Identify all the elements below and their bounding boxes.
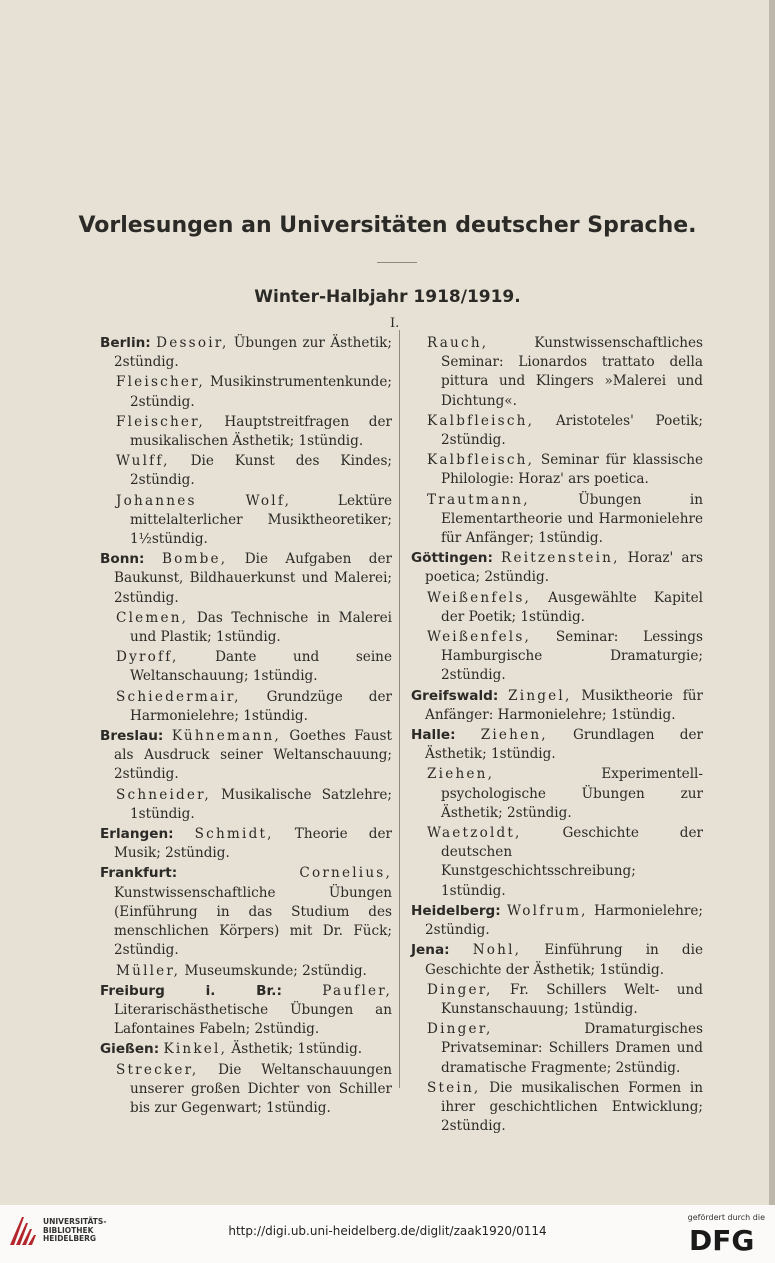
course-description: Musikinstrumentenkunde; 2stündig. — [130, 374, 392, 410]
course-description: Übungen in Elementartheorie und Harmonielehre für Anfänger; 1stündig. — [441, 491, 704, 547]
lecture-text — [425, 451, 703, 489]
lecturer-name: Kalbfleisch, — [427, 452, 535, 469]
lecturer-name: Waetzoldt, — [427, 825, 522, 842]
page-subtitle: Winter-Halbjahr 1918/1919. — [254, 287, 521, 307]
funding-note: gefördert durch die — [687, 1213, 765, 1222]
lecture-text — [100, 334, 392, 372]
university-city: Gießen: — [100, 1041, 160, 1058]
lecture-text — [425, 981, 703, 1019]
lecture-text — [100, 982, 392, 1040]
column-divider — [399, 330, 400, 1088]
lecture-text — [100, 825, 392, 863]
lecture-text — [114, 609, 392, 647]
lecture-text — [425, 1079, 703, 1137]
lecture-text — [425, 628, 703, 686]
lecturer-name: Strecker, — [116, 1061, 199, 1078]
course-description: Ästhetik; 1stündig. — [231, 1041, 363, 1058]
course-description: Einführung in die Geschichte der Ästhetik; 1stündig. — [425, 942, 703, 978]
lecturer-name: Schmidt, — [194, 826, 274, 843]
course-description: Lektüre mittelalterlicher Musiktheoretiker; 1½stündig. — [130, 492, 392, 548]
lecture-text — [411, 726, 703, 764]
lecturer-name: Ziehen, — [427, 766, 495, 783]
lecture-text — [100, 550, 392, 608]
lecture-entry — [100, 962, 392, 981]
course-description: Das Technische in Malerei und Plastik; 1stündig. — [130, 609, 392, 646]
lecturer-name: Dyroff, — [116, 649, 179, 666]
lecture-entry — [100, 825, 392, 863]
lecture-entry — [411, 902, 703, 940]
university-city: Greifswald: — [411, 687, 499, 704]
lecture-entry — [411, 765, 703, 823]
lecture-entry — [100, 648, 392, 686]
lecturer-name: Trautmann, — [427, 491, 530, 508]
university-city: Breslau: — [100, 728, 164, 745]
course-description: Kunstwissenschaftliche Übungen (Einführung in das Studium des menschlichen Körpers) mit Dr. Fück; 2stündig. — [114, 884, 392, 959]
course-description: Kunstwissenschaftliches Seminar: Lionardos trattato della pittura und Klingers »Malerei und Dichtung«. — [441, 335, 703, 409]
lecture-text — [114, 786, 392, 824]
lecturer-name: Stein, — [427, 1079, 481, 1096]
lecture-text — [425, 589, 703, 627]
lecturer-name: Rauch, — [427, 335, 489, 351]
course-description: Musiktheorie für Anfänger: Harmonielehre; 1stündig. — [425, 687, 703, 723]
source-url-link[interactable]: http://digi.ub.uni-heidelberg.de/diglit/zaak1920/0114 — [228, 1224, 547, 1238]
lecturer-name: Fleischer, — [116, 374, 205, 391]
course-description: Die Weltanschauungen unserer großen Dichter von Schiller bis zur Gegenwart; 1stündig. — [130, 1061, 393, 1116]
section-number: I. — [390, 316, 400, 331]
lecture-text — [100, 864, 392, 960]
university-city: Frankfurt: — [100, 865, 178, 882]
lecturer-name: Dinger, — [427, 1021, 493, 1038]
lecture-text — [100, 1040, 392, 1059]
lecture-text — [100, 727, 392, 785]
course-description: Hauptstreitfragen der musikalischen Ästhetik; 1stündig. — [130, 413, 392, 450]
lecture-entry — [411, 981, 703, 1019]
university-city: Berlin: — [100, 335, 151, 351]
course-description: Fr. Schillers Welt- und Kunstanschauung; 1stündig. — [441, 981, 703, 1017]
lecture-text — [114, 492, 392, 550]
lecturer-name: Cornelius, — [299, 865, 392, 882]
lecture-entry — [411, 824, 703, 901]
course-description: Dramaturgisches Privatseminar: Schillers Dramen und dramatische Fragmente; 2stündig. — [441, 1021, 703, 1076]
lecture-entry — [100, 452, 392, 490]
lecture-entry — [100, 864, 392, 960]
title-rule — [377, 262, 417, 263]
lecture-entry — [100, 786, 392, 824]
lecture-entry — [100, 413, 392, 451]
lecture-text — [411, 549, 703, 587]
right-column — [411, 334, 703, 1137]
lecture-entry — [100, 727, 392, 785]
lecture-entry — [411, 549, 703, 587]
lecture-entry — [100, 550, 392, 608]
lecture-text — [114, 962, 392, 981]
lecture-entry — [411, 491, 703, 549]
lecture-text — [425, 491, 703, 549]
lecture-entry — [411, 451, 703, 489]
lecture-entry — [100, 492, 392, 550]
course-description: Die musikalischen Formen in ihrer geschichtlichen Entwicklung; 2stündig. — [441, 1079, 703, 1135]
course-description: Seminar für klassische Philologie: Horaz' ars poetica. — [441, 452, 703, 488]
course-description: Grundzüge der Harmonielehre; 1stündig. — [130, 688, 392, 724]
lecturer-name: Johannes Wolf, — [116, 492, 292, 509]
lecturer-name: Kalbfleisch, — [427, 412, 535, 429]
lecturer-name: Dinger, — [427, 981, 493, 998]
page-title: Vorlesungen an Universitäten deutscher Sprache. — [78, 213, 697, 238]
lecture-text — [114, 373, 392, 411]
lecture-text — [425, 824, 703, 901]
course-description: Aristoteles' Poetik; 2stündig. — [441, 412, 703, 449]
lecture-text — [114, 648, 392, 686]
lecturer-name: Reitzenstein, — [501, 550, 620, 567]
university-city: Halle: — [411, 727, 456, 744]
lecture-text — [411, 687, 703, 725]
lecture-text — [114, 1061, 392, 1119]
page-edge — [769, 0, 775, 1205]
lecture-entry — [411, 941, 703, 979]
course-description: Die Aufgaben der Baukunst, Bildhauerkunst und Malerei; 2stündig. — [114, 551, 393, 606]
lecture-text — [411, 902, 703, 940]
lecturer-name: Weißenfels, — [427, 629, 532, 646]
lecturer-name: Weißenfels, — [427, 589, 532, 606]
library-line: UNIVERSITÄTS- — [43, 1217, 107, 1226]
lecture-entry — [411, 687, 703, 725]
lecture-entry — [411, 334, 703, 411]
lecturer-name: Fleischer, — [116, 413, 205, 430]
course-description: Horaz' ars poetica; 2stündig. — [425, 550, 703, 586]
lecture-entry — [411, 412, 703, 450]
lecturer-name: Schiedermair, — [116, 688, 241, 705]
lecture-entry — [100, 373, 392, 411]
course-description: Goethes Faust als Ausdruck seiner Weltanschauung; 2stündig. — [114, 728, 392, 783]
lecturer-name: Paufler, — [322, 982, 392, 999]
lecture-entry — [100, 334, 392, 372]
university-city: Bonn: — [100, 551, 145, 568]
course-description: Harmonielehre; 2stündig. — [425, 902, 704, 939]
university-city: Göttingen: — [411, 550, 493, 567]
course-description: Ausgewählte Kapitel der Poetik; 1stündig. — [441, 589, 703, 625]
lecturer-name: Wolfrum, — [507, 902, 588, 919]
lecture-text — [411, 941, 703, 979]
lecture-text — [425, 334, 703, 411]
dfg-logo-text: DFG — [689, 1224, 755, 1254]
course-description: Experimentell-psychologische Übungen zur Ästhetik; 2stündig. — [441, 766, 703, 821]
lecture-entry — [100, 982, 392, 1040]
university-city: Freiburg i. Br.: — [100, 982, 282, 999]
course-description: Die Kunst des Kindes; 2stündig. — [130, 453, 392, 489]
course-description: Literarischästhetische Übungen an Lafontaines Fabeln; 2stündig. — [114, 1001, 392, 1038]
university-city: Jena: — [411, 942, 450, 959]
lecturer-name: Wulff, — [116, 453, 170, 470]
lecturer-name: Dessoir, — [156, 335, 229, 351]
lecture-text — [114, 413, 392, 451]
lecturer-name: Clemen, — [116, 609, 189, 626]
left-column — [100, 334, 392, 1119]
lecture-text — [425, 1020, 703, 1078]
library-line: BIBLIOTHEK — [43, 1225, 94, 1235]
lecturer-name: Zingel, — [508, 687, 572, 704]
lecture-entry — [411, 1020, 703, 1078]
course-description: Museumskunde; 2stündig. — [184, 962, 367, 979]
course-description: Übungen zur Ästhetik; 2stündig. — [114, 335, 393, 371]
course-description: Musikalische Satzlehre; 1stündig. — [130, 786, 393, 822]
course-description: Grundlagen der Ästhetik; 1stündig. — [425, 727, 703, 763]
lecture-entry — [411, 1079, 703, 1137]
lecture-entry — [100, 1061, 392, 1119]
lecture-entry — [411, 589, 703, 627]
lecturer-name: Bombe, — [161, 551, 228, 568]
lecture-entry — [411, 726, 703, 764]
lecture-text — [114, 688, 392, 726]
course-description: Dante und seine Weltanschauung; 1stündig. — [130, 649, 392, 685]
course-description: Seminar: Lessings Hamburgische Dramaturgie; 2stündig. — [441, 629, 703, 684]
lecture-entry — [100, 688, 392, 726]
lecturer-name: Ziehen, — [480, 727, 548, 744]
lecture-entry — [100, 609, 392, 647]
lecture-text — [114, 452, 392, 490]
lecture-text — [425, 412, 703, 450]
lecturer-name: Kühnemann, — [171, 728, 281, 745]
lecturer-name: Schneider, — [116, 786, 211, 803]
course-description: Geschichte der deutschen Kunstgeschichtsschreibung; 1stündig. — [441, 825, 703, 899]
lecturer-name: Nohl, — [472, 942, 522, 959]
lecture-entry — [411, 628, 703, 686]
university-city: Heidelberg: — [411, 902, 501, 919]
library-line: HEIDELBERG — [43, 1234, 97, 1243]
university-city: Erlangen: — [100, 826, 174, 843]
lecturer-name: Müller, — [116, 962, 181, 979]
lecture-entry — [100, 1040, 392, 1059]
lecture-text — [425, 765, 703, 823]
course-description: Theorie der Musik; 2stündig. — [114, 826, 393, 862]
lecturer-name: Kinkel, — [163, 1041, 228, 1058]
dfg-logo-icon — [687, 1224, 765, 1254]
